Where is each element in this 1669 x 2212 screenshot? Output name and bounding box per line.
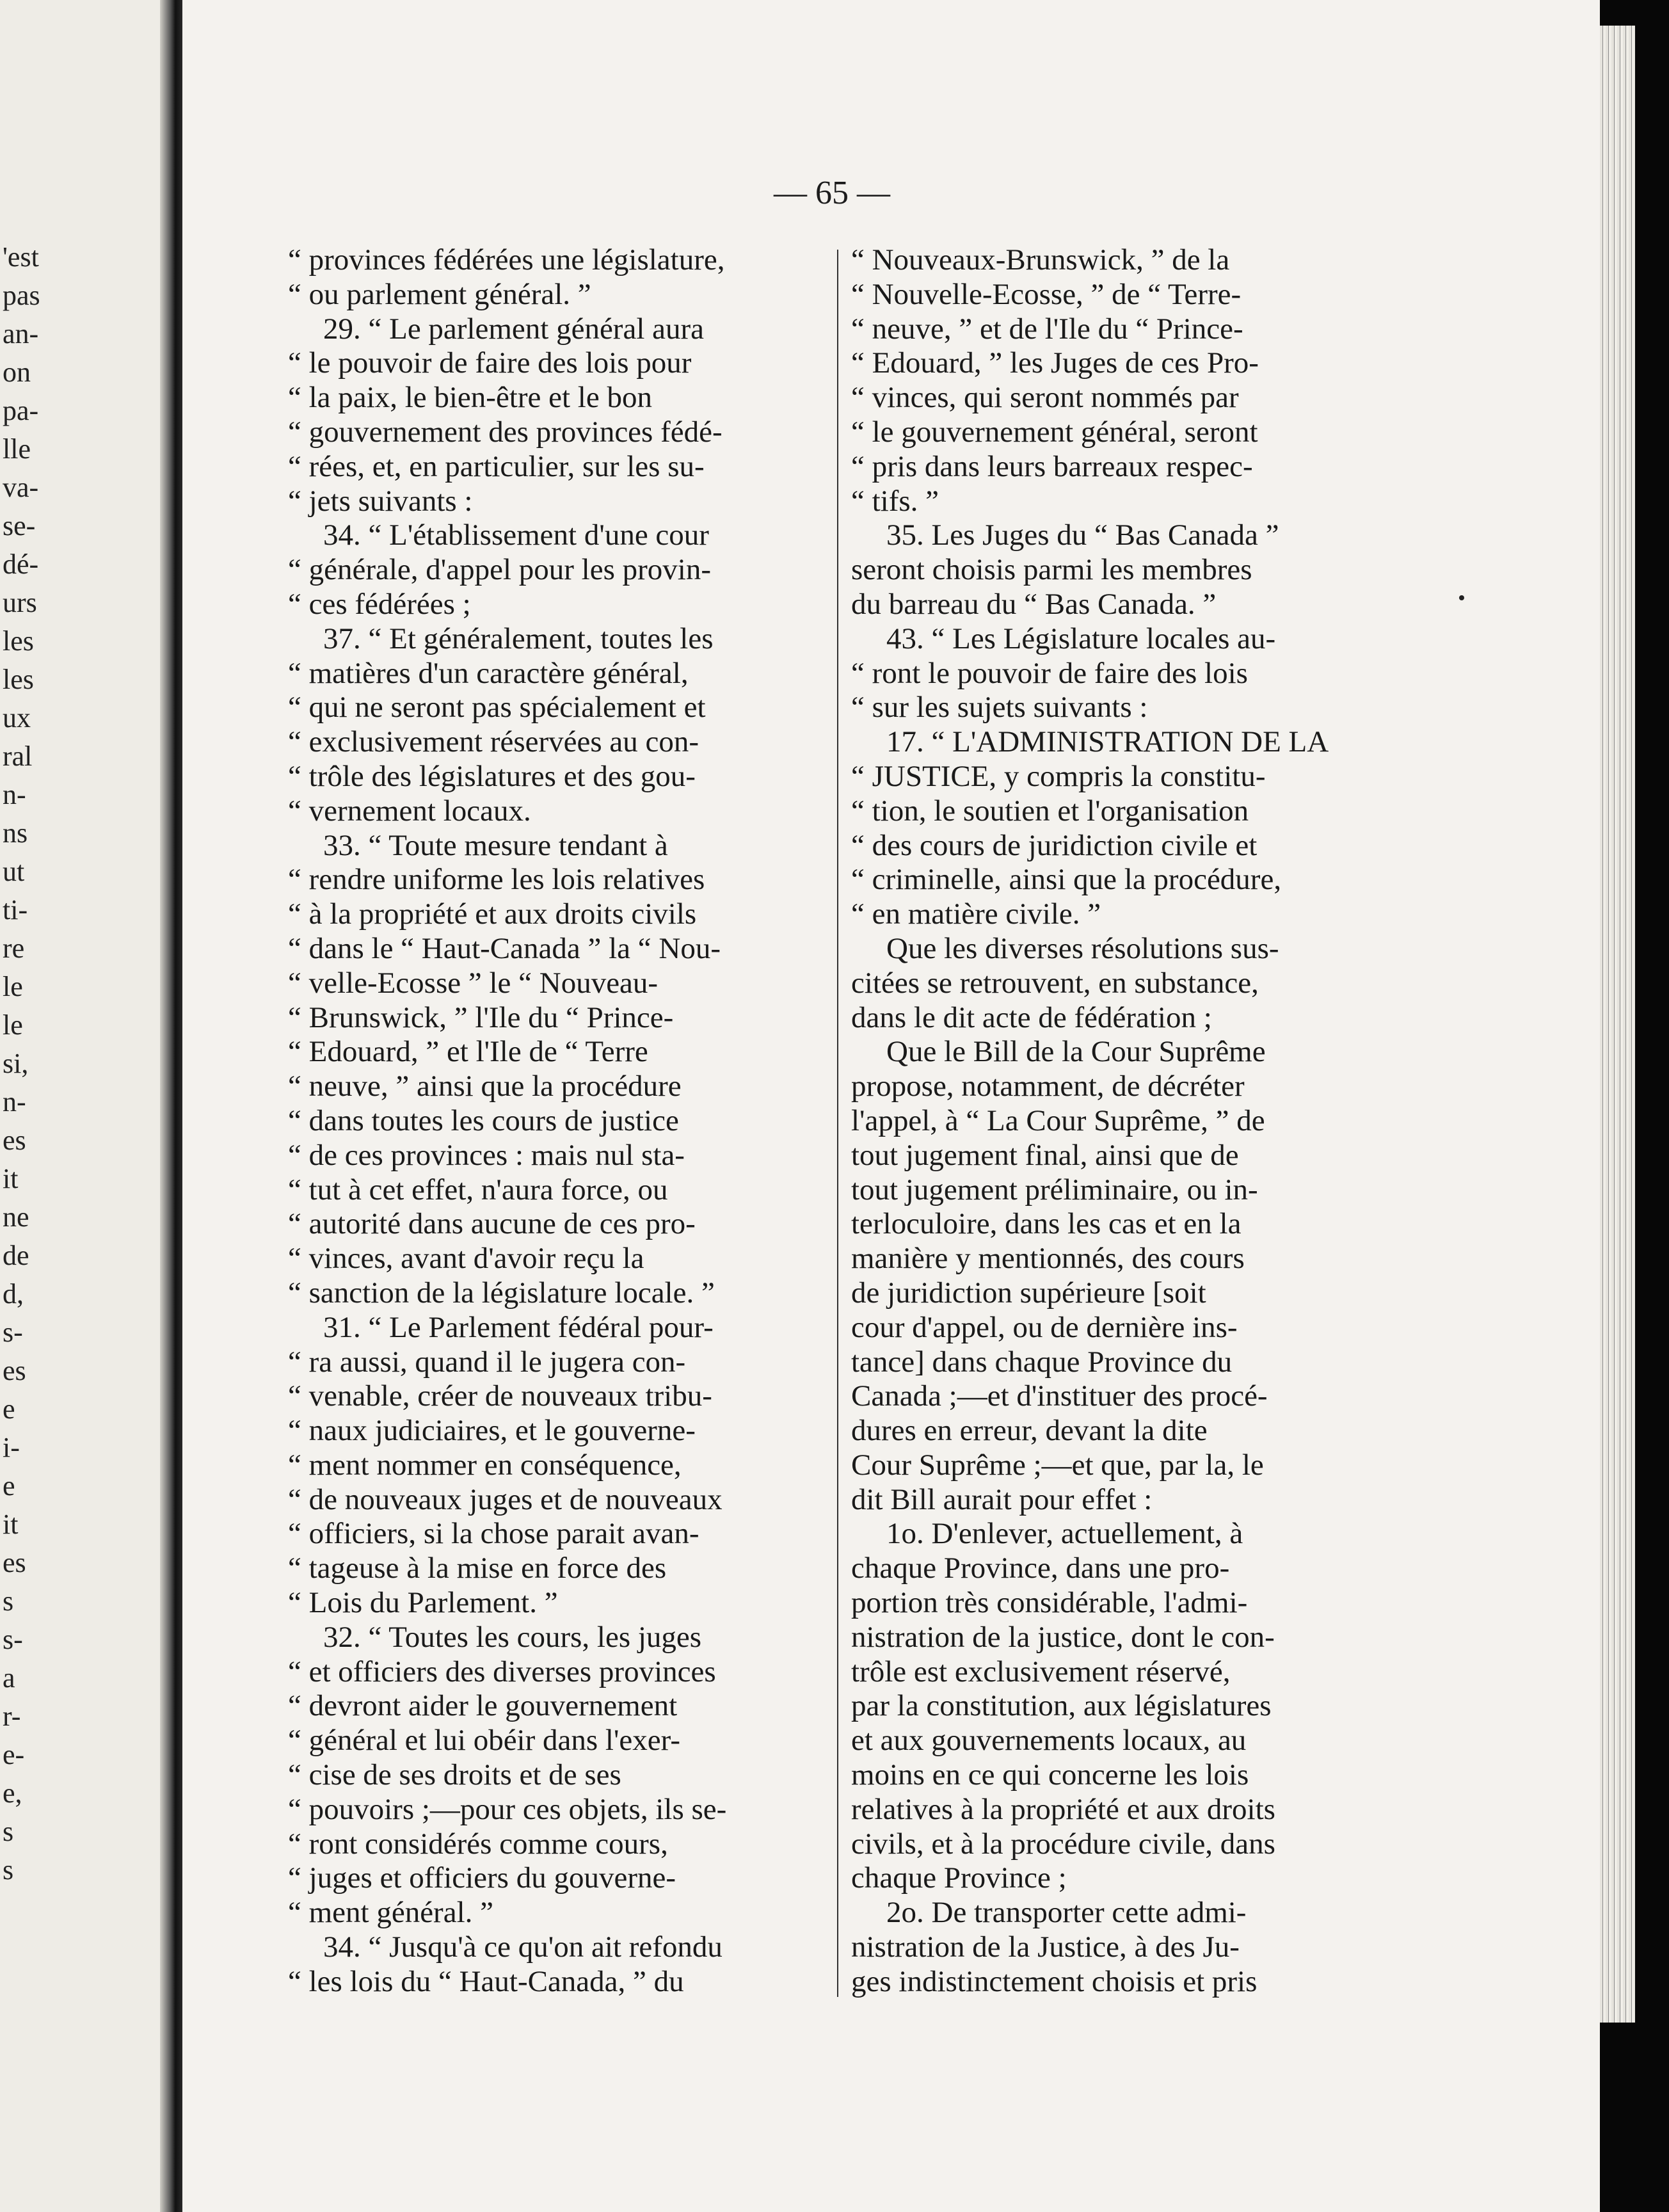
text-line: “ Edouard, ” et l'Ile de “ Terre	[288, 1035, 648, 1069]
left-page-text-fragment: d,	[3, 1278, 24, 1310]
text-line: l'appel, à “ La Cour Suprême, ” de	[851, 1103, 1265, 1137]
text-line: “ générale, d'appel pour les provin-	[288, 553, 711, 587]
text-line: “ sanction de la législature locale. ”	[288, 1276, 715, 1310]
text-line: “ autorité dans aucune de ces pro-	[288, 1207, 696, 1241]
left-page-text-fragment: e-	[3, 1739, 25, 1770]
text-line: dit Bill aurait pour effet :	[851, 1482, 1153, 1516]
text-line: 34. “ L'établissement d'une cour	[323, 518, 709, 552]
left-page-text-fragment: ut	[3, 856, 25, 887]
text-line: nistration de la justice, dont le con-	[851, 1620, 1275, 1654]
text-line: “ Nouvelle-Ecosse, ” de “ Terre-	[851, 277, 1242, 311]
text-line: “ matières d'un caractère général,	[288, 656, 689, 690]
text-line: Cour Suprême ;—et que, par la, le	[851, 1448, 1264, 1482]
left-page-text-fragment: e	[3, 1470, 15, 1502]
left-page-text-fragment: lle	[3, 433, 31, 465]
text-line: 34. “ Jusqu'à ce qu'on ait refondu	[323, 1930, 723, 1964]
left-text-column	[288, 243, 826, 2000]
text-line: ges indistinctement choisis et pris	[851, 1964, 1258, 1998]
left-page-text-fragment: le	[3, 1009, 23, 1041]
left-page-text-fragment: on	[3, 357, 31, 388]
text-line: cour d'appel, ou de dernière ins-	[851, 1310, 1238, 1344]
text-line: 31. “ Le Parlement fédéral pour-	[323, 1310, 714, 1344]
book-gutter	[160, 0, 186, 2212]
text-line: trôle est exclusivement réservé,	[851, 1655, 1231, 1688]
text-line: “ provinces fédérées une législature,	[288, 243, 725, 276]
text-line: chaque Province ;	[851, 1861, 1067, 1895]
text-line: “ à la propriété et aux droits civils	[288, 897, 697, 931]
text-line: “ JUSTICE, y compris la constitu-	[851, 759, 1266, 793]
text-line: 37. “ Et généralement, toutes les	[323, 621, 714, 655]
text-line: par la constitution, aux législatures	[851, 1689, 1272, 1723]
text-line: “ rendre uniforme les lois relatives	[288, 863, 705, 897]
column-divider	[837, 250, 838, 1997]
text-line: “ les lois du “ Haut-Canada, ” du	[288, 1964, 684, 1998]
text-line: “ ront le pouvoir de faire des lois	[851, 656, 1248, 690]
left-page-text-fragment: i-	[3, 1432, 20, 1463]
ink-spot	[1459, 595, 1464, 600]
text-line: “ Brunswick, ” l'Ile du “ Prince-	[288, 1000, 674, 1034]
text-line: manière y mentionnés, des cours	[851, 1242, 1245, 1276]
left-page-text-fragment: pas	[3, 280, 40, 311]
left-page-text-fragment: ne	[3, 1201, 29, 1233]
text-line: 2o. De transporter cette admi-	[886, 1896, 1247, 1930]
text-line: “ tageuse à la mise en force des	[288, 1551, 667, 1585]
left-page-text-fragment: n-	[3, 779, 26, 810]
left-page-text-fragment: s-	[3, 1317, 23, 1348]
text-line: “ dans le “ Haut-Canada ” la “ Nou-	[288, 931, 721, 965]
text-line: dures en erreur, devant la dite	[851, 1414, 1208, 1448]
left-page-text-fragment: ns	[3, 817, 28, 849]
text-line: “ pris dans leurs barreaux respec-	[851, 449, 1253, 483]
left-page-text-fragment: es	[3, 1547, 26, 1578]
text-line: Canada ;—et d'instituer des procé-	[851, 1379, 1268, 1413]
text-line: citées se retrouvent, en substance,	[851, 966, 1259, 1000]
left-page-text-fragment: it	[3, 1509, 19, 1540]
text-line: “ Nouveaux-Brunswick, ” de la	[851, 243, 1230, 276]
text-line: “ devront aider le gouvernement	[288, 1689, 678, 1723]
text-line: 32. “ Toutes les cours, les juges	[323, 1620, 702, 1654]
text-line: tance] dans chaque Province du	[851, 1345, 1233, 1379]
left-page-text-fragment: s	[3, 1585, 14, 1617]
right-text-column	[851, 243, 1386, 2000]
text-line: 17. “ L'ADMINISTRATION DE LA	[886, 725, 1329, 759]
left-page-text-fragment: dé-	[3, 549, 39, 580]
text-line: dans le dit acte de fédération ;	[851, 1000, 1212, 1034]
text-line: “ gouvernement des provinces fédé-	[288, 415, 723, 449]
text-line: “ naux judiciaires, et le gouverne-	[288, 1414, 696, 1448]
left-page-text-fragment: le	[3, 971, 23, 1002]
text-line: de juridiction supérieure [soit	[851, 1276, 1206, 1310]
left-page-text-fragment: ux	[3, 702, 31, 733]
left-page-text-fragment: pa-	[3, 395, 39, 426]
page-edges	[1600, 26, 1635, 2023]
left-facing-page	[0, 0, 165, 2212]
text-line: “ pouvoirs ;—pour ces objets, ils se-	[288, 1792, 727, 1826]
text-line: “ de ces provinces : mais nul sta-	[288, 1138, 685, 1172]
text-line: chaque Province, dans une pro-	[851, 1551, 1230, 1585]
left-page-text-fragment: s	[3, 1854, 14, 1886]
text-line: “ criminelle, ainsi que la procédure,	[851, 863, 1282, 897]
left-page-text-fragment: les	[3, 625, 34, 657]
left-page-text-fragment: urs	[3, 587, 37, 618]
text-line: tout jugement préliminaire, ou in-	[851, 1173, 1258, 1206]
text-line: “ neuve, ” ainsi que la procédure	[288, 1070, 682, 1103]
text-line: portion très considérable, l'admi-	[851, 1586, 1248, 1620]
text-line: “ ra aussi, quand il le jugera con-	[288, 1345, 686, 1379]
left-page-text-fragment: se-	[3, 510, 36, 541]
text-line: relatives à la propriété et aux droits	[851, 1792, 1275, 1826]
left-page-text-fragment: s	[3, 1816, 14, 1847]
left-page-text-fragment: es	[3, 1355, 26, 1386]
text-line: “ ces fédérées ;	[288, 587, 471, 621]
text-line: terloculoire, dans les cas et en la	[851, 1207, 1242, 1241]
text-line: “ le pouvoir de faire des lois pour	[288, 346, 692, 380]
text-line: “ et officiers des diverses provinces	[288, 1655, 716, 1688]
text-line: “ neuve, ” et de l'Ile du “ Prince-	[851, 312, 1243, 346]
text-line: moins en ce qui concerne les lois	[851, 1758, 1249, 1792]
text-line: 1o. D'enlever, actuellement, à	[886, 1517, 1243, 1551]
page-number: — 65 —	[774, 175, 890, 211]
text-line: “ cise de ses droits et de ses	[288, 1758, 621, 1792]
text-line: “ Edouard, ” les Juges de ces Pro-	[851, 346, 1259, 380]
left-page-text-fragment: e	[3, 1393, 15, 1425]
text-line: “ sur les sujets suivants :	[851, 691, 1148, 725]
left-page-text-fragment: e,	[3, 1777, 22, 1809]
text-line: “ général et lui obéir dans l'exer-	[288, 1724, 681, 1758]
left-page-text-fragment: n-	[3, 1086, 26, 1118]
text-line: “ jets suivants :	[288, 484, 473, 518]
text-line: 43. “ Les Législature locales au-	[886, 621, 1276, 655]
text-line: “ vinces, avant d'avoir reçu la	[288, 1242, 644, 1276]
left-page-text-fragment: ral	[3, 741, 33, 772]
text-line: du barreau du “ Bas Canada. ”	[851, 587, 1217, 621]
text-line: “ tifs. ”	[851, 484, 939, 518]
text-line: “ ou parlement général. ”	[288, 277, 591, 311]
text-line: Que le Bill de la Cour Suprême	[886, 1035, 1266, 1069]
left-page-text-fragment: si,	[3, 1048, 29, 1079]
left-page-text-fragment: va-	[3, 472, 39, 503]
text-line: “ dans toutes les cours de justice	[288, 1103, 679, 1137]
left-page-text-fragment: les	[3, 664, 34, 695]
text-line: “ vinces, qui seront nommés par	[851, 381, 1239, 415]
left-page-text-fragment: 'est	[3, 241, 39, 273]
text-line: propose, notamment, de décréter	[851, 1070, 1245, 1103]
text-line: tout jugement final, ainsi que de	[851, 1138, 1239, 1172]
text-line: Que les diverses résolutions sus-	[886, 931, 1279, 965]
text-line: “ venable, créer de nouveaux tribu-	[288, 1379, 712, 1413]
text-line: “ trôle des législatures et des gou-	[288, 759, 696, 793]
text-line: 33. “ Toute mesure tendant à	[323, 828, 668, 862]
text-line: “ officiers, si la chose parait avan-	[288, 1517, 699, 1551]
text-line: “ tion, le soutien et l'organisation	[851, 794, 1249, 828]
left-page-text-fragment: s-	[3, 1624, 23, 1655]
left-page-text-fragment: an-	[3, 318, 39, 349]
left-page-text-fragment: de	[3, 1240, 29, 1271]
text-line: “ velle-Ecosse ” le “ Nouveau-	[288, 966, 659, 1000]
text-line: “ la paix, le bien-être et le bon	[288, 381, 652, 415]
text-line: “ de nouveaux juges et de nouveaux	[288, 1482, 723, 1516]
left-page-text-fragment: re	[3, 933, 25, 964]
text-line: et aux gouvernements locaux, au	[851, 1724, 1247, 1758]
left-page-text-fragment: it	[3, 1163, 19, 1194]
text-line: “ ment général. ”	[288, 1896, 493, 1930]
text-line: “ vernement locaux.	[288, 794, 531, 828]
left-page-text-fragment: es	[3, 1125, 26, 1156]
text-line: nistration de la Justice, à des Ju-	[851, 1930, 1240, 1964]
text-line: seront choisis parmi les membres	[851, 553, 1252, 587]
text-line: “ ront considérés comme cours,	[288, 1827, 668, 1861]
text-line: “ juges et officiers du gouverne-	[288, 1861, 676, 1895]
text-line: “ le gouvernement général, seront	[851, 415, 1258, 449]
text-line: 35. Les Juges du “ Bas Canada ”	[886, 518, 1279, 552]
text-line: “ qui ne seront pas spécialement et	[288, 691, 706, 725]
text-line: “ rées, et, en particulier, sur les su-	[288, 449, 705, 483]
left-page-text-fragment: a	[3, 1662, 15, 1694]
text-line: “ Lois du Parlement. ”	[288, 1586, 558, 1620]
text-line: “ exclusivement réservées au con-	[288, 725, 699, 759]
text-line: “ des cours de juridiction civile et	[851, 828, 1258, 862]
text-line: 29. “ Le parlement général aura	[323, 312, 705, 346]
text-line: “ ment nommer en conséquence,	[288, 1448, 682, 1482]
text-line: “ en matière civile. ”	[851, 897, 1101, 931]
left-page-text-fragment: r-	[3, 1701, 21, 1732]
text-line: “ tut à cet effet, n'aura force, ou	[288, 1173, 668, 1206]
text-line: civils, et à la procédure civile, dans	[851, 1827, 1275, 1861]
left-page-text-fragment: ti-	[3, 894, 28, 926]
